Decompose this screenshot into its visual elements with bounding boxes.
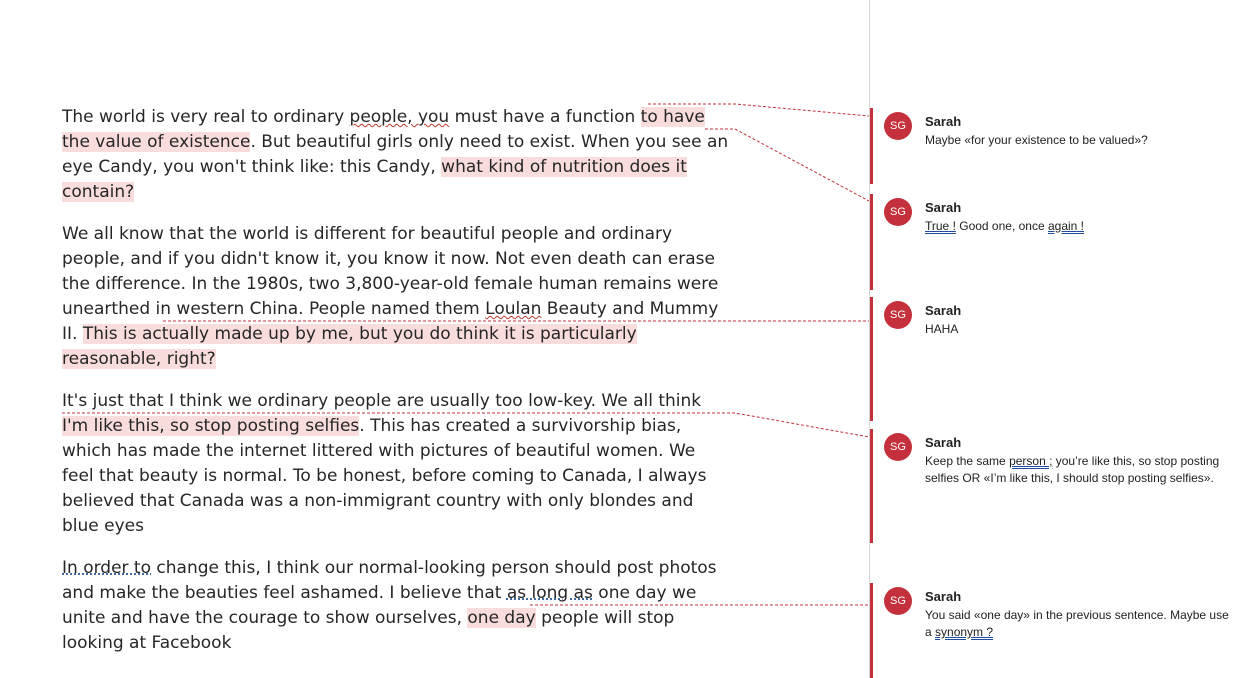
spelling-underline-text: people, you bbox=[349, 107, 450, 127]
comment-author: Sarah bbox=[925, 435, 962, 450]
comment-author: Sarah bbox=[925, 114, 962, 129]
comment-text bbox=[925, 321, 1237, 338]
comment-card[interactable] bbox=[870, 194, 1238, 290]
underlined-suggestion-text: True ! bbox=[925, 219, 956, 233]
paragraph-1 bbox=[62, 105, 732, 205]
paragraph-3 bbox=[62, 389, 732, 539]
avatar: SG bbox=[884, 198, 912, 226]
avatar: SG bbox=[884, 587, 912, 615]
spelling-underline-text: Loulan bbox=[485, 299, 542, 319]
text-run: . But beautiful girls only need to exist. When you see an eye Candy, you won't think like: this Candy, bbox=[62, 132, 729, 177]
commented-text-highlight: I'm like this, so stop posting selfies bbox=[62, 416, 360, 436]
grammar-underline-text: In order to bbox=[62, 558, 151, 578]
comment-text bbox=[925, 218, 1237, 235]
avatar: SG bbox=[884, 112, 912, 140]
text-run: The world is very real to ordinary bbox=[62, 107, 350, 127]
text-run: change this, I think our normal-looking person should post photos and make the beauties feel ashamed. I believe that bbox=[62, 558, 717, 603]
document-body[interactable] bbox=[62, 105, 732, 673]
comment-author: Sarah bbox=[925, 589, 962, 604]
comment-author: Sarah bbox=[925, 200, 962, 215]
paragraph-4 bbox=[62, 556, 732, 656]
underlined-suggestion-text: synonym ? bbox=[935, 625, 994, 639]
comment-text bbox=[925, 607, 1237, 641]
comment-text-run: Maybe «for your existence to be valued»? bbox=[925, 133, 1148, 147]
paragraph-2 bbox=[62, 222, 732, 372]
grammar-underline-text: as long as bbox=[506, 583, 593, 603]
commented-text-highlight: to have the value of existence bbox=[62, 107, 705, 152]
underlined-suggestion-text: again ! bbox=[1047, 219, 1085, 233]
comment-card[interactable] bbox=[870, 108, 1238, 184]
avatar: SG bbox=[884, 433, 912, 461]
comment-text-run: You said «one day» in the previous sentence. Maybe use a bbox=[925, 608, 1229, 639]
comment-text bbox=[925, 453, 1237, 487]
comment-text-run: you’re like this, so stop posting selfies OR «I’m like this, I should stop posting selfies». bbox=[925, 454, 1220, 485]
comment-text-run: Good one, once bbox=[955, 219, 1048, 233]
comments-pane bbox=[869, 0, 1238, 678]
comment-text-run: HAHA bbox=[925, 322, 959, 336]
text-run: . This has created a survivorship bias, which has made the internet littered with pictures of beautiful women. We feel that beauty is normal. To be honest, before coming to Canada, I always believed that Canada was a non-immigrant country with only blondes and blue eyes bbox=[62, 416, 707, 536]
underlined-suggestion-text: person ; bbox=[1009, 454, 1053, 468]
commented-text-highlight: what kind of nutrition does it contain? bbox=[62, 157, 687, 202]
comment-text-run: Keep the same bbox=[925, 454, 1010, 468]
text-run: It's just that I think we ordinary people are usually too low-key. We all think bbox=[62, 391, 702, 411]
comment-card[interactable] bbox=[870, 297, 1238, 421]
text-run: one day we unite and have the courage to show ourselves, bbox=[62, 583, 697, 628]
text-run: We all know that the world is different for beautiful people and ordinary people, and if you didn't know it, you know it now. Not even death can erase the difference. In the 1980s, two 3,800-year-old female human remains were unearthed in western China. People named them bbox=[62, 224, 719, 319]
text-run: must have a function bbox=[449, 107, 641, 127]
comment-card[interactable] bbox=[870, 429, 1238, 543]
commented-text-highlight: This is actually made up by me, but you do think it is particularly reasonable, right? bbox=[62, 324, 637, 369]
comment-text bbox=[925, 132, 1237, 149]
comment-card[interactable] bbox=[870, 583, 1238, 678]
text-run: people will stop looking at Facebook bbox=[62, 608, 675, 653]
comment-author: Sarah bbox=[925, 303, 962, 318]
text-run: Beauty and Mummy II. bbox=[62, 299, 719, 344]
commented-text-highlight: one day bbox=[467, 608, 536, 628]
avatar: SG bbox=[884, 301, 912, 329]
